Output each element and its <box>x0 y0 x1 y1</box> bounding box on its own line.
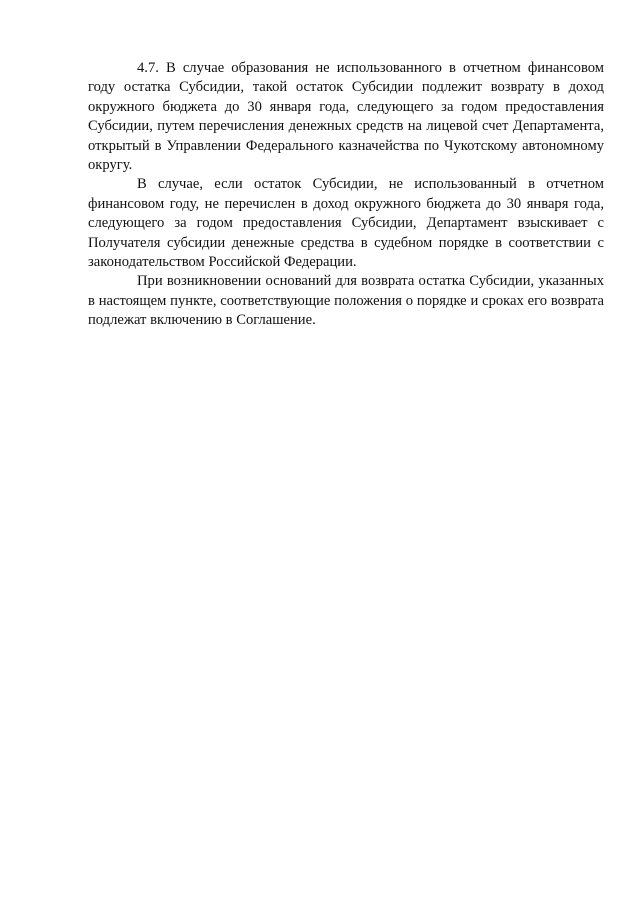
document-body <box>88 59 604 331</box>
paragraph-unused-balance-recovery: В случае, если остаток Субсидии, не использованный в отчетном финансовом году, не перечислен в доход окружного бюджета до 30 января года, следующего за годом предоставления Субсидии, Департамент взыскивает с Получателя субсидии денежные средства в судебном порядке в соответствии с законодательством Российской Федерации. <box>88 176 604 271</box>
paragraph-agreement-inclusion: При возникновении оснований для возврата остатка Субсидии, указанных в настоящем пункте, соответствующие положения о порядке и сроках его возврата подлежат включению в Соглашение. <box>88 273 604 329</box>
paragraph-4-7: 4.7. В случае образования не использованного в отчетном финансовом году остатка Субсидии, такой остаток Субсидии подлежит возврату в доход окружного бюджета до 30 января года, следующего за годом предоставления Субсидии, путем перечисления денежных средств на лицевой счет Департамента, открытый в Управлении Федерального казначейства по Чукотскому автономному округу. <box>88 60 604 174</box>
